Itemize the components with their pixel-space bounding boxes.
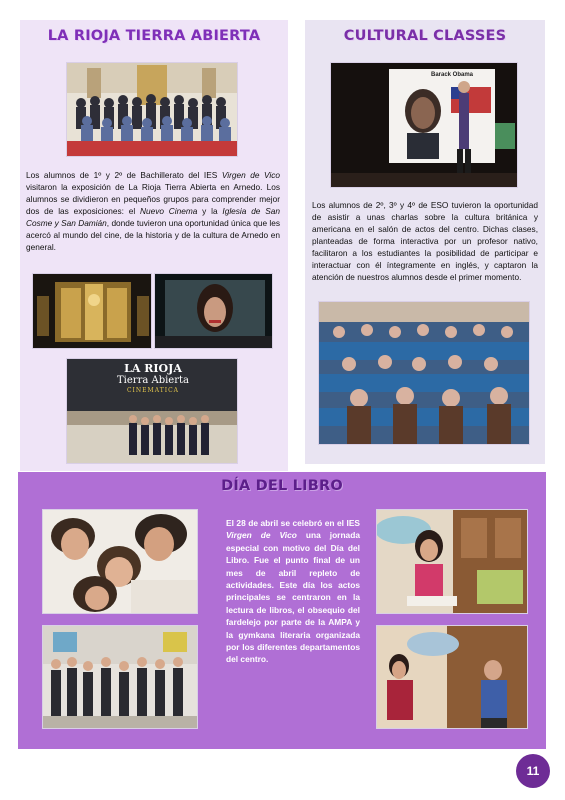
cultural-speaker-photo — [330, 62, 518, 188]
rioja-cinema-photo — [154, 273, 273, 349]
libro-title: DÍA DEL LIBRO — [221, 478, 343, 494]
rioja-title: LA RIOJA TIERRA ABIERTA — [47, 28, 261, 44]
cultural-screen-caption: Barack Obama — [430, 72, 474, 78]
page-number: 11 — [516, 754, 550, 788]
cultural-audience-photo — [318, 301, 530, 445]
libro-students-photo — [42, 509, 198, 614]
libro-reading-photo — [376, 509, 528, 614]
rioja-banner-line2: Tierra Abierta — [117, 375, 189, 386]
libro-gymkana-photo — [42, 625, 198, 729]
libro-body-text: El 28 de abril se celebró en el IES Virgen de Vico una jornada especial con motivo del Día del Libro. Fue el punto final de un mes de abril repleto de actividades. Este día los actos principales se centraron en la lectura de libros, el obsequio del fardelejo por parte de la AMPA y la gymkana literaria organizada por los diferentes departamentos del centro. — [226, 518, 360, 665]
rioja-body-text: Los alumnos de 1º y 2º de Bachillerato del IES Virgen de Vico visitaron la exposición de La Rioja Tierra Abierta en Arnedo. Los alumnos se dividieron en pequeños grupos para comprender mejor dos de las exposiciones: el Nuevo Cinema y la Iglesia de San Cosme y San Damián, donde tuvieron una oportunidad única que les acercó al mundo del cine, de la historia y de la cultura de Arnedo en general. — [26, 170, 280, 252]
rioja-altarpiece-photo — [32, 273, 152, 349]
cultural-title: CULTURAL CLASSES — [343, 28, 507, 44]
cultural-body-text: Los alumnos de 2º, 3º y 4º de ESO tuvieron la oportunidad de asistir a unas charlas sobre la cultura británica y americana en el salón de actos del centro. Dichas clases, planteadas de forma interactiva por un profesor nativo, facilitaron a los estudiantes la posibilidad de participar e interactuar con él íntegramente en inglés, y captaron la atención de nuestros alumnos desde el primer momento. — [312, 200, 538, 282]
rioja-group-photo — [66, 62, 238, 157]
rioja-exhibition-photo — [66, 358, 238, 464]
rioja-banner — [113, 363, 193, 396]
libro-ampa-photo — [376, 625, 528, 729]
rioja-banner-line1: LA RIOJA — [124, 362, 182, 375]
rioja-banner-line3: CINEMATICA — [126, 387, 180, 394]
